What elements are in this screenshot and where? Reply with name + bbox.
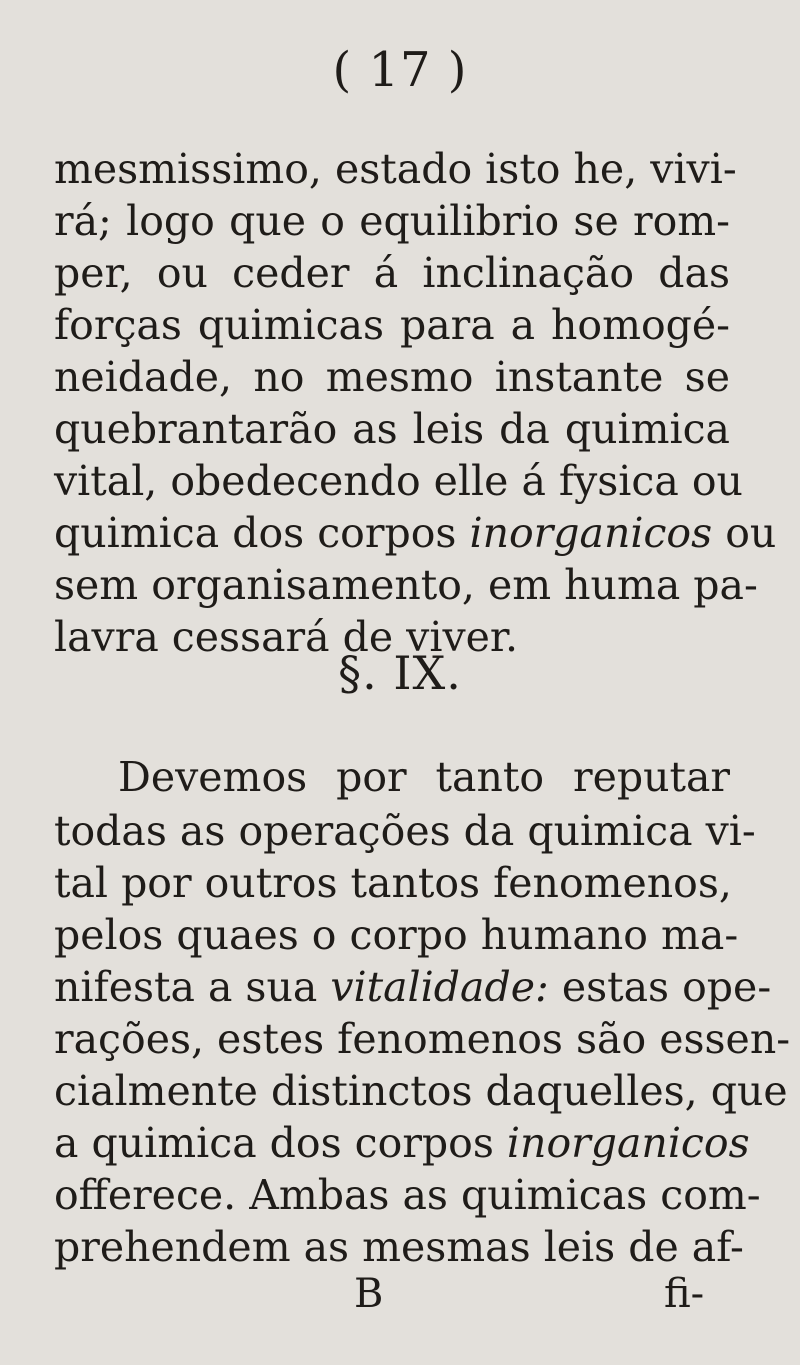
text-line: forças quimicas para a homogé-	[54, 301, 730, 349]
text-line: vital, obedecendo elle á fysica ou	[54, 457, 743, 505]
text-line: tal por outros tantos fenomenos,	[54, 859, 732, 907]
text-span: nifesta a sua	[54, 963, 331, 1011]
text-line: cialmente distinctos daquelles, que	[54, 1067, 788, 1115]
text-line	[54, 506, 777, 560]
text-line: neidade, no mesmo instante se	[54, 353, 730, 401]
text-line: sem organisamento, em huma pa-	[54, 561, 758, 609]
italic-term: inorganicos	[469, 509, 713, 557]
italic-term: vitalidade:	[330, 963, 549, 1011]
text-span: estas ope-	[548, 963, 772, 1011]
catchword: fi-	[664, 1271, 705, 1317]
text-line: mesmissimo, estado isto he, vivi-	[54, 145, 737, 193]
text-line: Devemos por tanto reputar	[118, 753, 730, 801]
italic-term: inorganicos	[506, 1119, 750, 1167]
text-span: ou	[712, 509, 777, 557]
text-line: prehendem as mesmas leis de af-	[54, 1223, 744, 1271]
text-span: quimica dos corpos	[54, 509, 470, 557]
page-number: ( 17 )	[332, 42, 468, 98]
text-line: per, ou ceder á inclinação das	[54, 249, 730, 297]
text-line: rações, estes fenomenos são essen-	[54, 1015, 791, 1063]
text-line: pelos quaes o corpo humano ma-	[54, 911, 739, 959]
text-line: quebrantarão as leis da quimica	[54, 405, 730, 453]
text-line: todas as operações da quimica vi-	[54, 807, 756, 855]
text-line	[54, 1116, 750, 1170]
text-line: offerece. Ambas as quimicas com-	[54, 1171, 761, 1219]
text-line	[54, 960, 772, 1014]
section-heading: §. IX.	[338, 646, 462, 700]
text-line: rá; logo que o equilibrio se rom-	[54, 197, 730, 245]
text-span: a quimica dos corpos	[54, 1119, 507, 1167]
signature-mark: B	[354, 1271, 384, 1317]
text-line: lavra cessará de viver.	[54, 613, 518, 661]
